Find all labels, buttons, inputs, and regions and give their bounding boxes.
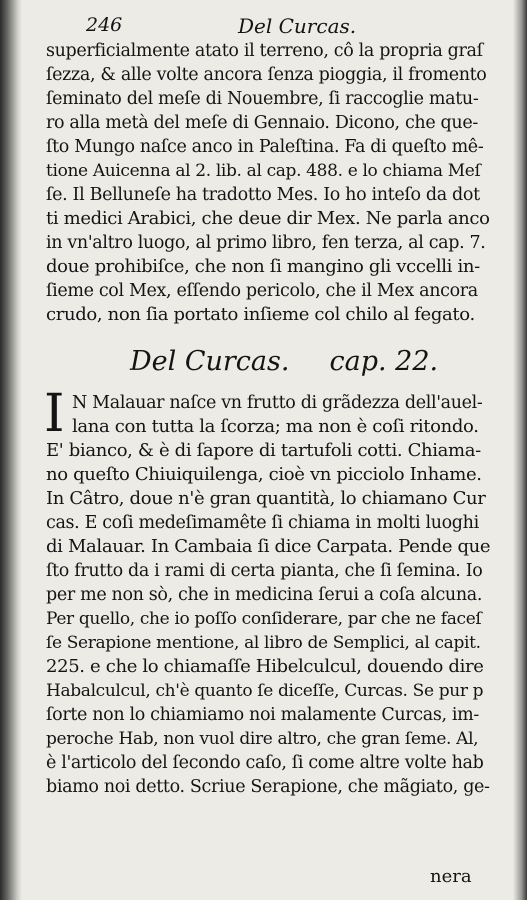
text-line: di Malauar. In Cambaia ſi dice Carpata. Pende que	[46, 536, 491, 557]
text-line: ſieme col Mex, eſſendo pericolo, che il Mex ancora	[46, 281, 478, 301]
text-line: per me non sò, che in medicina ſerui a coſa alcuna.	[46, 585, 483, 605]
text-line: superficialmente atato il terreno, cô la propria graſ	[46, 41, 483, 61]
text-line: ti medici Arabici, che deue dir Mex. Ne parla anco	[46, 208, 490, 229]
page-edge-shadow	[513, 0, 527, 900]
text-line: Per quello, che io poſſo conſiderare, par che ne faceſ	[46, 609, 482, 629]
chapter-heading	[130, 346, 438, 377]
text-line: biamo noi detto. Scriue Serapione, che mãgiato, ge-	[46, 777, 490, 797]
text-line: ſeminato del meſe di Nouembre, ſi raccoglie matu-	[46, 89, 479, 109]
text-line: ſezza, & alle volte ancora ſenza pioggia, il fromento	[46, 65, 487, 85]
text-line: In Câtro, doue n'è gran quantità, lo chiamano Cur	[46, 488, 486, 509]
page-number: 246	[86, 14, 123, 36]
chapter-title: Del Curcas.	[130, 346, 290, 377]
text-line: N Malauar naſce vn frutto di grãdezza dell'auel-	[72, 393, 483, 413]
running-head: Del Curcas.	[238, 14, 357, 38]
text-line: E' bianco, & è di ſapore di tartufoli cotti. Chiama-	[46, 440, 481, 461]
text-line: peroche Hab, non vuol dire altro, che gran ſeme. Al,	[46, 729, 479, 749]
binding-shadow	[0, 0, 22, 900]
text-line: ro alla metà del meſe di Gennaio. Dicono, che que-	[46, 113, 478, 133]
text-line: ſto Mungo naſce anco in Paleſtina. Fa di queſto mê-	[46, 137, 484, 157]
text-line: lana con tutta la ſcorza; ma non è coſi ritondo.	[72, 416, 479, 437]
drop-cap: I	[44, 384, 65, 444]
text-line: Habalculcul, ch'è quanto ſe diceſſe, Curcas. Se pur p	[46, 681, 484, 701]
text-line: ſorte non lo chiamiamo noi malamente Curcas, im-	[46, 705, 479, 725]
text-line: 225. e che lo chiamaſſe Hibelculcul, douendo dire	[46, 656, 484, 677]
text-line: ſe. Il Belluneſe ha tradotto Mes. Io ho inteſo da dot	[46, 185, 480, 205]
page-header	[0, 14, 527, 40]
text-line: crudo, non ſia portato inſieme col chilo al fegato.	[46, 304, 475, 325]
text-line: ſto frutto da i rami di certa pianta, che ſi ſemina. Io	[46, 561, 483, 581]
text-line: è l'articolo del ſecondo caſo, ſi come altre volte hab	[46, 753, 484, 773]
text-line: tione Auicenna al 2. lib. al cap. 488. e lo chiama Meſ	[46, 161, 481, 181]
text-line: in vn'altro luogo, al primo libro, fen terza, al cap. 7.	[46, 233, 486, 253]
text-line: ſe Serapione mentione, al libro de Semplici, al capit.	[46, 633, 481, 653]
text-line: no queſto Chiuiquilenga, cioè vn picciolo Inhame.	[46, 464, 482, 485]
text-line: doue prohibiſce, che non ſi mangino gli vccelli in-	[46, 256, 480, 277]
chapter-number: cap. 22.	[329, 346, 439, 377]
catchword: nera	[430, 866, 472, 887]
text-line: cas. E coſi medeſimamête ſi chiama in molti luoghi	[46, 513, 479, 533]
